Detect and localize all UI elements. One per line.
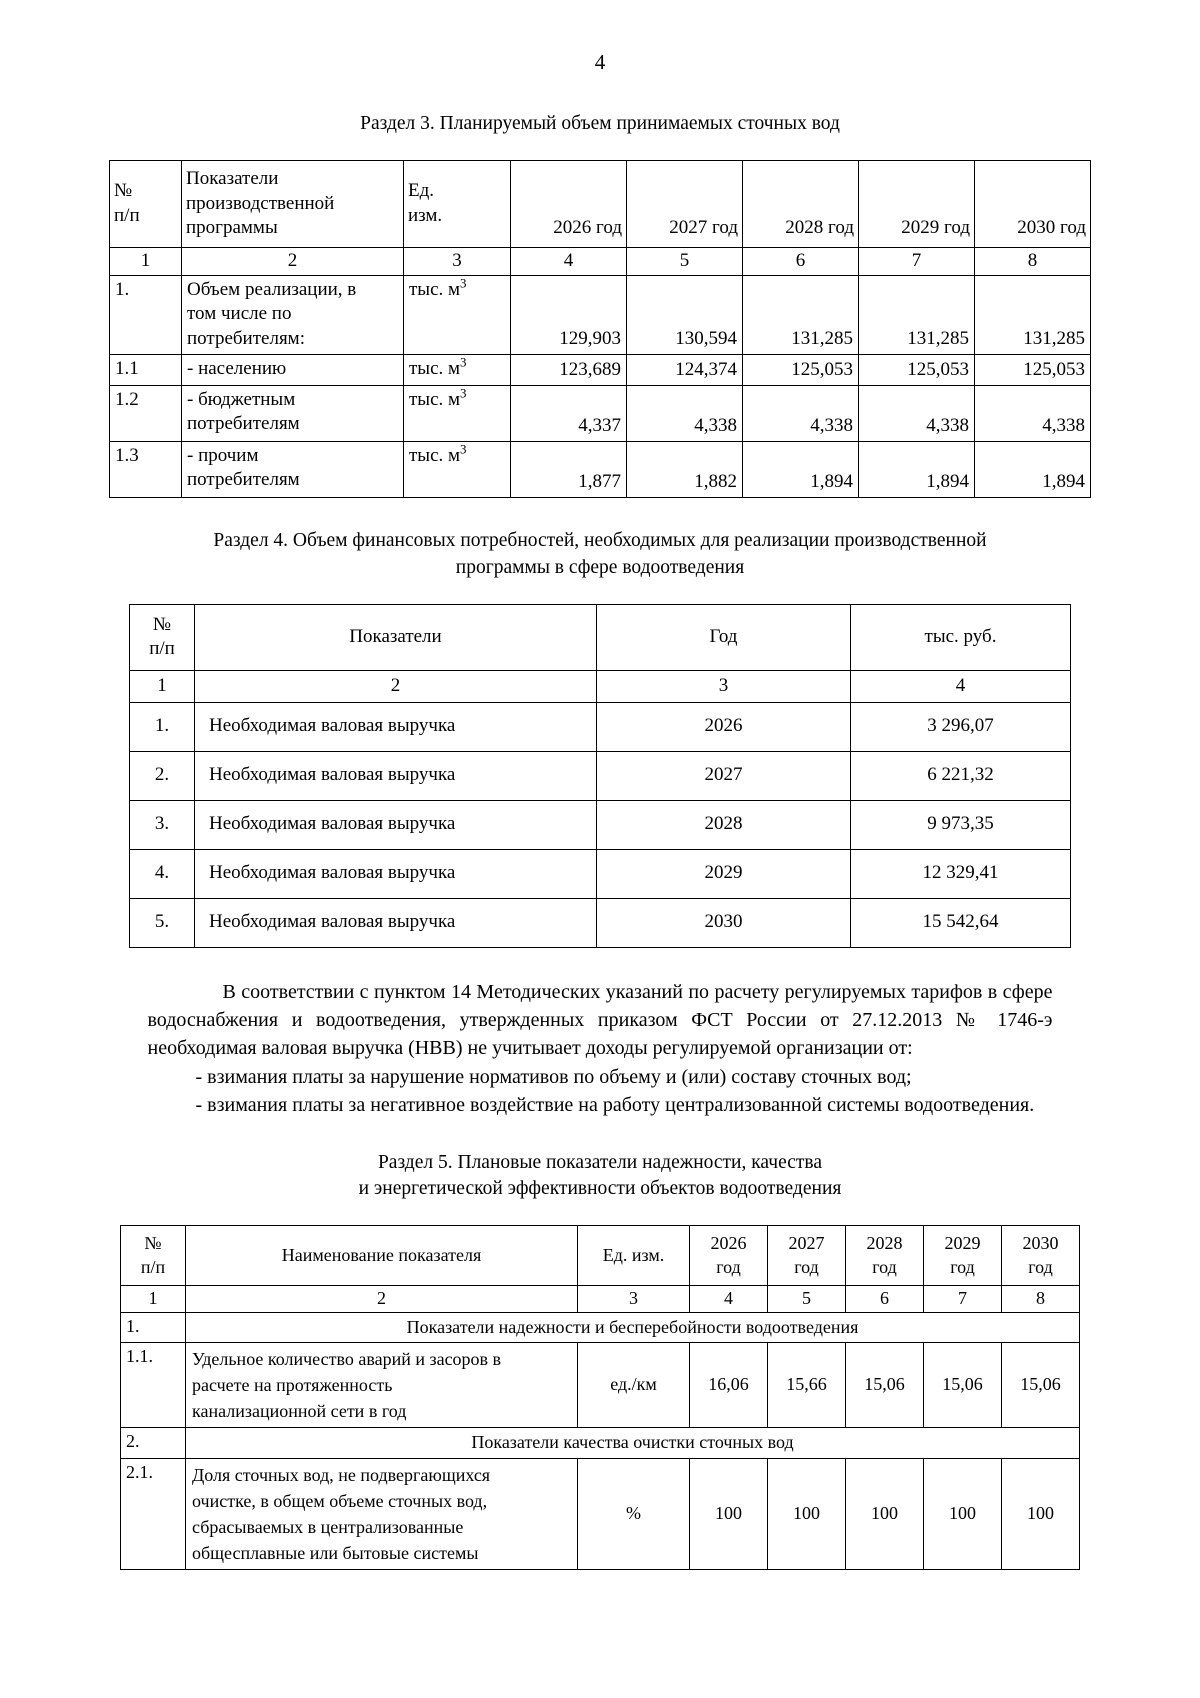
row-name (182, 441, 404, 497)
colnum-1: 1 (121, 1286, 186, 1312)
row-sum: 9 973,35 (851, 800, 1071, 849)
row-sum: 12 329,41 (851, 849, 1071, 898)
group-no: 1. (121, 1312, 186, 1342)
header-cell-unit: Ед. изм. (578, 1226, 690, 1286)
row-year: 2027 (597, 751, 851, 800)
header-unit-line2: изм. (408, 204, 443, 226)
table-planned-wastewater-volume (109, 160, 1091, 498)
table-row-column-numbers (110, 247, 1091, 275)
row-name (182, 385, 404, 441)
row-name-line2: потребителям (187, 469, 300, 491)
row-no: 1.1 (110, 354, 182, 385)
colnum-7: 7 (859, 247, 975, 275)
group-label: Показатели надежности и бесперебойности водоотведения (186, 1312, 1080, 1342)
table-row (110, 354, 1091, 385)
colnum-5: 5 (768, 1286, 846, 1312)
colnum-1: 1 (110, 247, 182, 275)
row-unit-exponent: 3 (460, 275, 467, 291)
row-unit (404, 354, 511, 385)
colnum-2: 2 (195, 670, 597, 702)
colnum-4: 4 (511, 247, 627, 275)
header-cell-no (121, 1226, 186, 1286)
table-row (121, 1458, 1080, 1569)
table-row (110, 441, 1091, 497)
row-value-2027: 1,882 (627, 441, 743, 497)
header-2027-line1: 2027 (788, 1233, 825, 1254)
row-value-2028: 131,285 (743, 275, 859, 354)
row-name (186, 1342, 578, 1427)
row-name: Необходимая валовая выручка (195, 800, 597, 849)
row-value-2029: 125,053 (859, 354, 975, 385)
bullet-item-2: - взимания платы за негативное воздействие на работу централизованной системы водоотведения. (195, 1094, 1035, 1117)
section-3-title: Раздел 3. Планируемый объем принимаемых сточных вод (360, 113, 840, 134)
row-name (182, 275, 404, 354)
table-row-header (130, 604, 1071, 670)
table-row (121, 1342, 1080, 1427)
row-year: 2030 (597, 898, 851, 947)
row-value-2029: 1,894 (859, 441, 975, 497)
row-value-2030: 125,053 (975, 354, 1091, 385)
header-2030-line2: год (1028, 1256, 1053, 1277)
row-sum: 15 542,64 (851, 898, 1071, 947)
header-cell-indicator (182, 160, 404, 247)
row-name-line3: потребителям: (187, 328, 305, 350)
row-no: 3. (130, 800, 195, 849)
row-unit-exponent: 3 (460, 354, 467, 370)
row-name-line2: том числе по (187, 303, 292, 325)
row-value-2028: 100 (846, 1458, 924, 1569)
row-value-2027: 124,374 (627, 354, 743, 385)
table-row (110, 385, 1091, 441)
header-cell-2026 (690, 1226, 768, 1286)
row-no: 2.1. (121, 1458, 186, 1569)
group-no: 2. (121, 1428, 186, 1458)
header-no-line1: № (144, 1233, 162, 1254)
row-unit-text: тыс. м (409, 444, 461, 466)
colnum-5: 5 (627, 247, 743, 275)
table-row (130, 800, 1071, 849)
header-2027-line2: год (794, 1256, 819, 1277)
row-name-line3: сбрасываемых в централизованные (192, 1516, 464, 1537)
row-name-line1: - населению (187, 357, 287, 379)
row-value-2030: 15,06 (1002, 1342, 1080, 1427)
row-value-2030: 131,285 (975, 275, 1091, 354)
header-no-line2: п/п (140, 1256, 166, 1277)
row-sum: 3 296,07 (851, 702, 1071, 751)
row-no: 1.1. (121, 1342, 186, 1427)
header-cell-2029 (924, 1226, 1002, 1286)
table-row-header (110, 160, 1091, 247)
header-2029-line1: 2029 (944, 1233, 981, 1254)
row-unit-text: тыс. м (409, 357, 461, 379)
colnum-4: 4 (690, 1286, 768, 1312)
row-name-line3: канализационной сети в год (192, 1401, 407, 1422)
colnum-1: 1 (130, 670, 195, 702)
row-value-2028: 4,338 (743, 385, 859, 441)
colnum-3: 3 (597, 670, 851, 702)
header-cell-2028: 2028 год (743, 160, 859, 247)
colnum-4: 4 (851, 670, 1071, 702)
bullet-item-1: - взимания платы за нарушение нормативов по объему и (или) составу сточных вод; (195, 1065, 912, 1088)
row-year: 2026 (597, 702, 851, 751)
header-no-line2: п/п (114, 204, 140, 226)
row-value-2029: 131,285 (859, 275, 975, 354)
section-5-table-wrap (0, 1203, 1200, 1570)
header-cell-indicator-name: Наименование показателя (186, 1226, 578, 1286)
row-unit (404, 275, 511, 354)
section-3-table-wrap (0, 138, 1200, 498)
header-no-line2: п/п (149, 638, 175, 660)
row-value-2026: 129,903 (511, 275, 627, 354)
row-name-line1: Удельное количество аварий и засоров в (192, 1348, 502, 1369)
colnum-7: 7 (924, 1286, 1002, 1312)
header-name-line3: программы (186, 217, 278, 239)
table-required-gross-revenue (129, 604, 1071, 948)
row-name-line1: Объем реализации, в (187, 278, 357, 300)
row-unit: ед./км (578, 1342, 690, 1427)
page-number: 4 (594, 50, 606, 74)
header-2026-line1: 2026 (710, 1233, 747, 1254)
header-unit-line1: Ед. (408, 180, 435, 202)
header-cell-2030: 2030 год (975, 160, 1091, 247)
header-2026-line2: год (716, 1256, 741, 1277)
colnum-3: 3 (578, 1286, 690, 1312)
header-cell-unit (404, 160, 511, 247)
group-label: Показатели качества очистки сточных вод (186, 1428, 1080, 1458)
table-group-row (121, 1312, 1080, 1342)
colnum-2: 2 (186, 1286, 578, 1312)
row-no: 1. (130, 702, 195, 751)
table-row-column-numbers (121, 1286, 1080, 1312)
row-value-2026: 4,337 (511, 385, 627, 441)
table-reliability-quality-indicators (120, 1225, 1080, 1570)
row-value-2029: 4,338 (859, 385, 975, 441)
header-no-line1: № (152, 613, 172, 635)
row-unit: % (578, 1458, 690, 1569)
table-row (130, 898, 1071, 947)
header-cell-2029: 2029 год (859, 160, 975, 247)
header-cell-2030 (1002, 1226, 1080, 1286)
row-value-2029: 15,06 (924, 1342, 1002, 1427)
row-value-2026: 123,689 (511, 354, 627, 385)
colnum-6: 6 (846, 1286, 924, 1312)
row-name-line4: общесплавные или бытовые системы (192, 1542, 479, 1563)
row-unit (404, 385, 511, 441)
colnum-3: 3 (404, 247, 511, 275)
header-cell-2026: 2026 год (511, 160, 627, 247)
row-sum: 6 221,32 (851, 751, 1071, 800)
section-4-title (160, 528, 1040, 582)
colnum-8: 8 (1002, 1286, 1080, 1312)
header-cell-2027 (768, 1226, 846, 1286)
header-cell-sum: тыс. руб. (851, 604, 1071, 670)
row-no: 1. (110, 275, 182, 354)
table-row (130, 849, 1071, 898)
body-text-block (148, 948, 1053, 1120)
row-name: Необходимая валовая выручка (195, 898, 597, 947)
row-value-2030: 1,894 (975, 441, 1091, 497)
section-5-title-line2: и энергетической эффективности объектов водоотведения (358, 1178, 842, 1200)
row-name (182, 354, 404, 385)
header-2028-line1: 2028 (866, 1233, 903, 1254)
table-row (130, 702, 1071, 751)
header-cell-indicator: Показатели (195, 604, 597, 670)
row-no: 1.3 (110, 441, 182, 497)
row-name-line2: очистке, в общем объеме сточных вод, (192, 1490, 488, 1511)
row-value-2027: 130,594 (627, 275, 743, 354)
row-unit-exponent: 3 (460, 441, 467, 457)
row-no: 4. (130, 849, 195, 898)
row-no: 1.2 (110, 385, 182, 441)
row-value-2030: 100 (1002, 1458, 1080, 1569)
row-unit-text: тыс. м (409, 278, 461, 300)
row-value-2030: 4,338 (975, 385, 1091, 441)
header-cell-2028 (846, 1226, 924, 1286)
header-name-line1: Показатели (186, 167, 279, 189)
header-2028-line2: год (872, 1256, 897, 1277)
row-no: 5. (130, 898, 195, 947)
row-value-2027: 100 (768, 1458, 846, 1569)
header-cell-2027: 2027 год (627, 160, 743, 247)
table-row-header (121, 1226, 1080, 1286)
row-value-2028: 125,053 (743, 354, 859, 385)
header-2029-line2: год (950, 1256, 975, 1277)
row-name-line2: расчете на протяженность (192, 1375, 393, 1396)
row-value-2028: 1,894 (743, 441, 859, 497)
header-2030-line1: 2030 (1022, 1233, 1059, 1254)
header-cell-year: Год (597, 604, 851, 670)
colnum-2: 2 (182, 247, 404, 275)
row-name: Необходимая валовая выручка (195, 702, 597, 751)
colnum-8: 8 (975, 247, 1091, 275)
row-value-2026: 100 (690, 1458, 768, 1569)
row-name (186, 1458, 578, 1569)
table-group-row (121, 1428, 1080, 1458)
header-name-line2: производственной (186, 192, 335, 214)
colnum-6: 6 (743, 247, 859, 275)
row-unit-text: тыс. м (409, 388, 461, 410)
row-value-2026: 1,877 (511, 441, 627, 497)
section-4-table-wrap (0, 582, 1200, 948)
table-row (110, 275, 1091, 354)
section-4-title-line2: программы в сфере водоотведения (455, 556, 745, 578)
section-5-title (0, 1150, 1200, 1204)
row-year: 2028 (597, 800, 851, 849)
header-cell-no (130, 604, 195, 670)
header-cell-no (110, 160, 182, 247)
section-5-title-line1: Раздел 5. Плановые показатели надежности, качества (377, 1151, 823, 1173)
section-4-title-line1: Раздел 4. Объем финансовых потребностей, необходимых для реализации производственной (213, 529, 987, 551)
table-row-column-numbers (130, 670, 1071, 702)
row-unit (404, 441, 511, 497)
row-no: 2. (130, 751, 195, 800)
row-name-line1: - бюджетным (187, 388, 296, 410)
row-name-line1: Доля сточных вод, не подвергающихся (192, 1464, 491, 1485)
row-value-2026: 16,06 (690, 1342, 768, 1427)
row-value-2028: 15,06 (846, 1342, 924, 1427)
row-unit-exponent: 3 (460, 385, 467, 401)
row-value-2027: 4,338 (627, 385, 743, 441)
row-value-2029: 100 (924, 1458, 1002, 1569)
row-year: 2029 (597, 849, 851, 898)
row-name-line2: потребителям (187, 413, 300, 435)
row-name-line1: - прочим (187, 444, 259, 466)
table-row (130, 751, 1071, 800)
row-name: Необходимая валовая выручка (195, 849, 597, 898)
header-no-line1: № (114, 180, 133, 202)
row-value-2027: 15,66 (768, 1342, 846, 1427)
row-name: Необходимая валовая выручка (195, 751, 597, 800)
paragraph-nvv-note: В соответствии с пунктом 14 Методических указаний по расчету регулируемых тарифов в сфере водоснабжения и водоотведения, утвержденных приказом ФСТ России от 27.12.2013 № 1746-э необходимая валовая выручка (НВВ) не учитывает доходы регулируемой организации от: (147, 980, 1053, 1060)
